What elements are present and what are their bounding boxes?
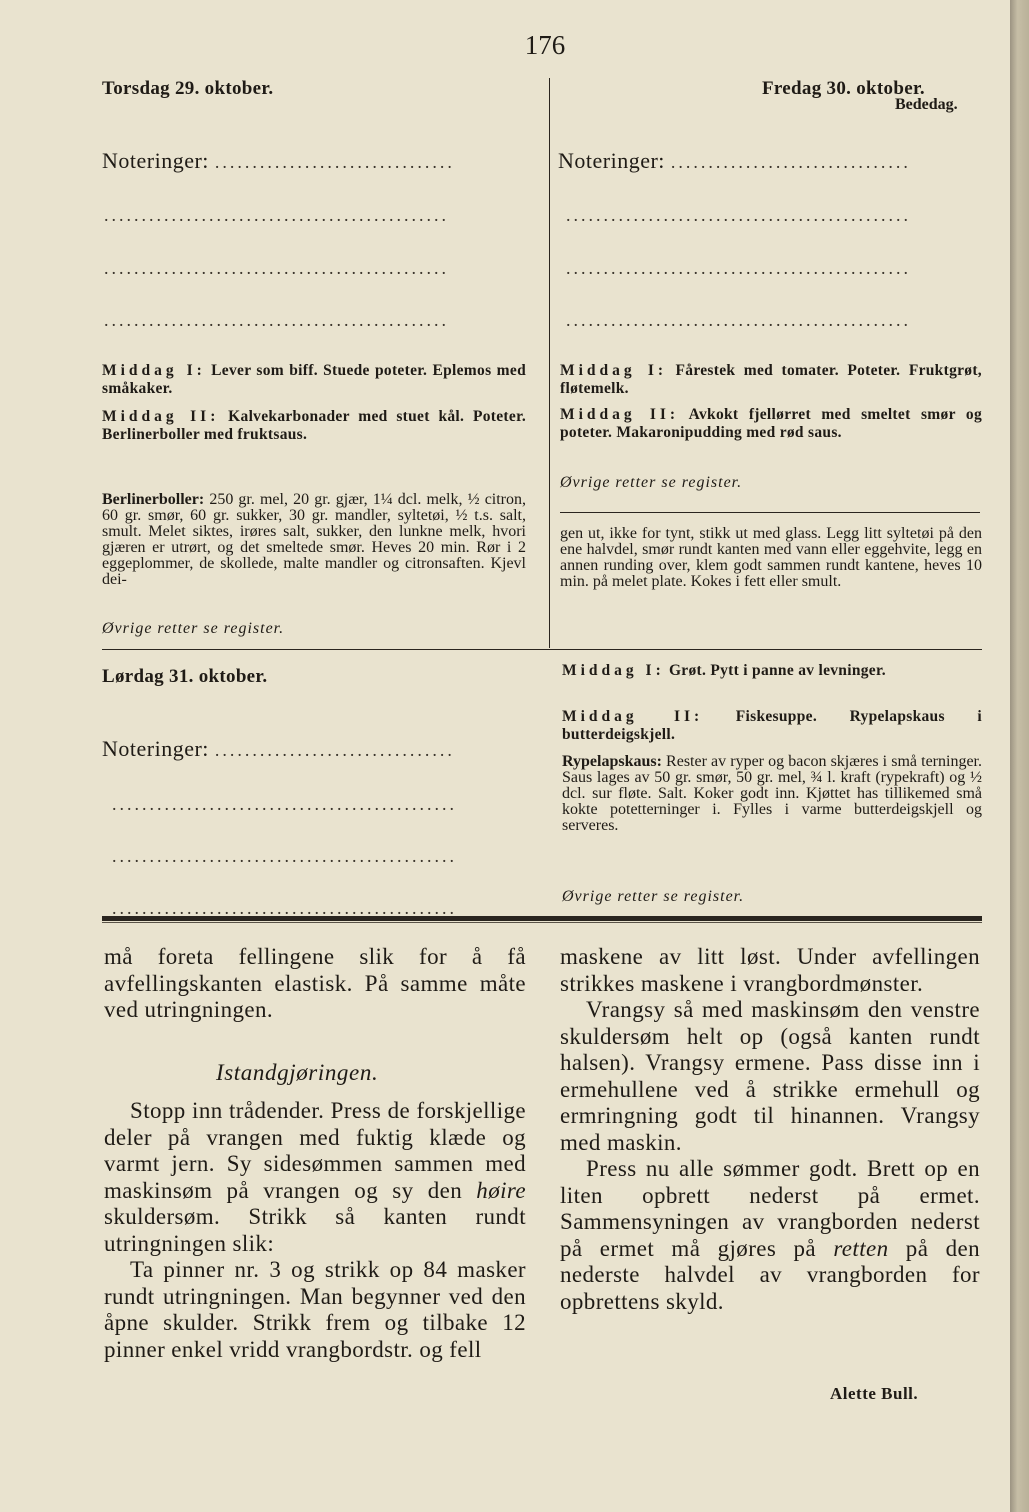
dot-leader: ................................ xyxy=(214,740,455,760)
page-edge xyxy=(1010,0,1029,1512)
dot-line: .............................................. xyxy=(566,205,911,225)
dot-line: .............................................. xyxy=(566,258,911,278)
dinner-label: Middag II: xyxy=(562,708,704,725)
dinner-text: Grøt. Pytt i panne av levninger. xyxy=(668,662,886,679)
text-span: på den nederste halvdel av vrangborden for opbrettens skyld. xyxy=(560,1235,981,1314)
thursday-notes xyxy=(102,148,522,174)
text-span: skuldersøm. Strikk så kanten rundt utringningen slik: xyxy=(104,1204,526,1256)
saturday-heading: Lørdag 31. oktober. xyxy=(102,666,268,687)
page-number: 176 xyxy=(524,30,566,60)
friday-other: Øvrige retter se register. xyxy=(560,474,743,491)
dot-line: .............................................. xyxy=(112,846,457,866)
dot-line: .............................................. xyxy=(112,794,457,814)
dot-line: .............................................. xyxy=(104,205,449,225)
saturday-other: Øvrige retter se register. xyxy=(562,888,745,905)
article-column-2 xyxy=(560,944,980,1315)
dinner-text: Kalvekarbonader med stuet kål. Poteter. Berlinerboller med fruktsaus. xyxy=(102,408,527,443)
article-paragraph: maskene av litt løst. Under avfellingen strikkes maskene i vrangbordmønster. xyxy=(560,944,980,996)
dinner-text: Fårestek med tomater. Poteter. Fruktgrøt, fløtemelk. xyxy=(560,362,982,397)
recipe-text: Rester av ryper og bacon skjæres i små terninger. Saus lages av 50 gr. smør, 50 gr. mel, ¾ l. kraft (rypekraft) og ½ dcl. sur fløte. Salt. Koker godt inn. Kjøttet has tillikemed små kokte potetterninger i. Fylles i varme butterdeigskjell og serveres. xyxy=(562,753,983,834)
recipe-title: Berlinerboller: xyxy=(102,491,205,508)
dot-line: .............................................. xyxy=(566,310,911,330)
saturday-recipe xyxy=(562,754,982,834)
thursday-other: Øvrige retter se register. xyxy=(102,620,285,637)
dinner-label: Middag I: xyxy=(562,662,665,679)
dinner-label: Middag II: xyxy=(560,406,680,423)
text-span: Press nu alle sømmer godt. Brett op en liten opbrett nederst på ermet. Sammensyningen av vrangborden nederst på ermet må gjøres på xyxy=(560,1156,980,1261)
dinner-label: Middag II: xyxy=(102,408,220,425)
section-divider xyxy=(102,649,982,650)
article-column-1-cont xyxy=(104,1098,526,1363)
friday-note: Bededag. xyxy=(895,96,958,113)
text-span: Stopp inn trådender. Press de forskjellige deler på vrangen med fuktig klæde og varmt jern. Sy sidesømmen sammen med maskinsøm på vrangen og sy den xyxy=(104,1098,526,1203)
friday-heading: Fredag 30. oktober. xyxy=(762,78,925,99)
article-paragraph: Ta pinner nr. 3 og strikk op 84 masker rundt utringningen. Man begynner ved den åpne skulder. Strikk frem og tilbake 12 pinner enkel vridd vrangbordstr. og fell xyxy=(104,1257,526,1362)
thursday-heading: Torsdag 29. oktober. xyxy=(102,78,274,99)
dot-leader: ................................ xyxy=(214,152,455,172)
article-paragraph: Vrangsy så med maskinsøm den venstre skuldersøm helt op (også kanten rundt halsen). Vrangsy ermene. Pass disse inn i ermehullene ved å strikke ermehull og ermringning godt til hinannen. Vrangsy med maskin. xyxy=(560,997,980,1155)
dinner-text: Avkokt fjellørret med smeltet smør og poteter. Makaronipudding med rød saus. xyxy=(560,406,983,441)
dot-leader: ................................ xyxy=(670,152,911,172)
friday-continuation: gen ut, ikke for tynt, stikk ut med glass. Legg litt syltetøi på den ene halvdel, smør rundt kanten med vann eller eggehvite, legg en annen runding over, klem godt sammen rundt kantene, heves 10 min. på melet plate. Kokes i fett eller smult. xyxy=(560,525,982,590)
dot-line: .............................................. xyxy=(112,898,457,918)
saturday-dinner-1 xyxy=(562,662,982,680)
thursday-recipe xyxy=(102,492,526,588)
recipe-divider xyxy=(560,512,980,513)
dinner-label: Middag I: xyxy=(560,362,668,379)
article-heading: Istandgjøringen. xyxy=(216,1060,379,1085)
notes-label: Noteringer: xyxy=(102,148,209,173)
recipe-title: Rypelapskaus: xyxy=(562,753,662,770)
emphasis: høire xyxy=(476,1177,526,1203)
thursday-dinner-2 xyxy=(102,408,526,444)
article-column-1 xyxy=(104,944,526,1024)
notes-label: Noteringer: xyxy=(558,148,665,173)
dot-line: .............................................. xyxy=(104,258,449,278)
friday-notes xyxy=(558,148,983,174)
dinner-label: Middag I: xyxy=(102,362,206,379)
dot-line: .............................................. xyxy=(104,310,449,330)
thursday-dinner-1 xyxy=(102,362,526,398)
notes-label: Noteringer: xyxy=(102,736,209,761)
dinner-text: Lever som biff. Stuede poteter. Eplemos med småkaker. xyxy=(102,362,526,397)
recipe-text: 250 gr. mel, 20 gr. gjær, 1¼ dcl. melk, ½ citron, 60 gr. smør, 60 gr. sukker, 30 gr. mandler, syltetøi, ½ t.s. salt, smult. Melet siktes, irøres salt, sukker, den lunkne melk, hvori gjæren er utrørt, og det smeltede smør. Heves 20 min. Rør i 2 eggeplommer, de skollede, malte mandler og citronsaften. Kjevl dei- xyxy=(102,491,527,588)
friday-dinner-2 xyxy=(560,406,982,442)
article-divider-thin xyxy=(102,922,982,923)
signature: Alette Bull. xyxy=(830,1384,919,1403)
dinner-text: Fiskesuppe. Rypelapskaus i butterdeigskjell. xyxy=(562,708,982,743)
emphasis: retten xyxy=(833,1235,889,1261)
article-paragraph xyxy=(104,1098,526,1257)
saturday-dinner-2 xyxy=(562,708,982,744)
saturday-notes xyxy=(102,736,522,762)
column-divider xyxy=(549,78,550,648)
friday-dinner-1 xyxy=(560,362,982,398)
article-paragraph xyxy=(560,1156,980,1315)
article-paragraph: må foreta fellingene slik for å få avfellingskanten elastisk. På samme måte ved utringningen. xyxy=(104,944,526,1022)
